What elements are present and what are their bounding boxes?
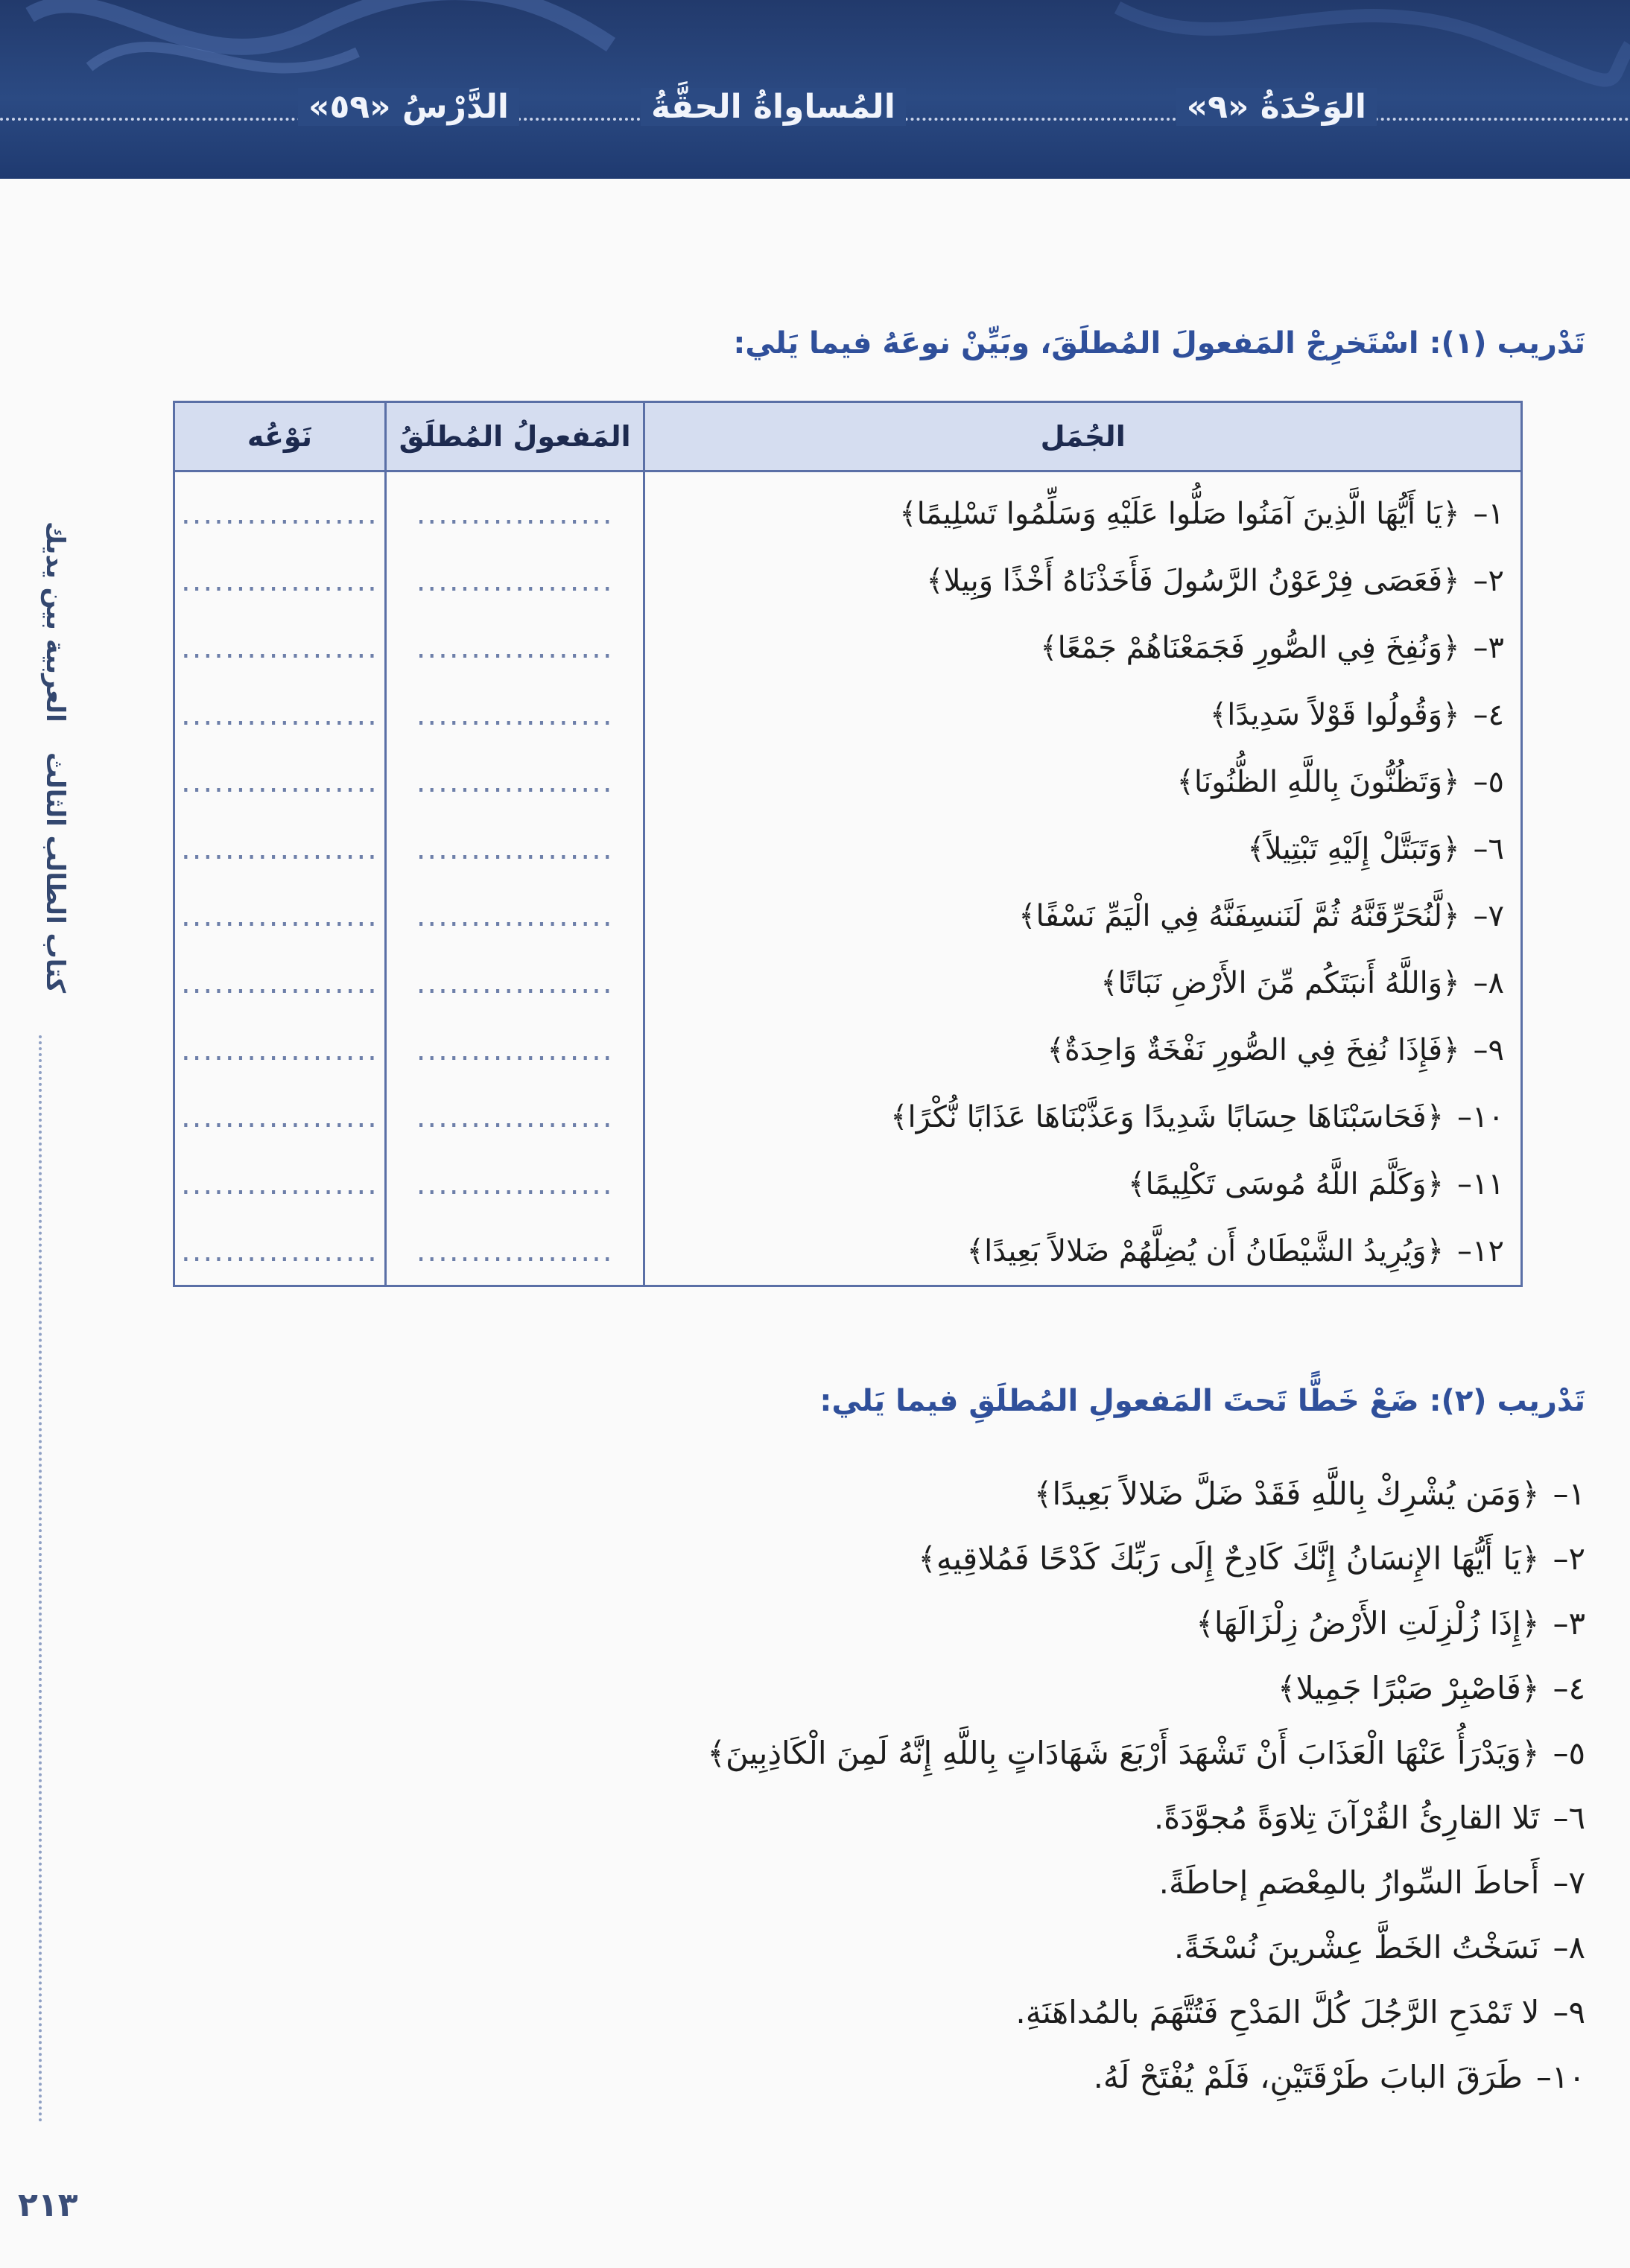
sentence-cell xyxy=(644,682,1522,749)
item-number: ٥– xyxy=(1473,765,1504,799)
item-text: ﴿وَمَن يُشْرِكْ بِاللَّهِ فَقَدْ ضَلَّ ضَلالاً بَعِيدًا﴾ xyxy=(1033,1476,1540,1512)
answer-object-blank[interactable]: .................. xyxy=(385,614,644,682)
exercise2-label: تَدْريب (٢): xyxy=(1429,1384,1585,1418)
sentence-cell xyxy=(644,816,1522,883)
exercise2-heading xyxy=(819,1384,1585,1418)
sentence-cell xyxy=(644,1017,1522,1084)
table-row xyxy=(174,1218,1522,1286)
sentence-text: ﴿فَعَصَى فِرْعَوْنُ الرَّسُولَ فَأَخَذْنَاهُ أَخْذًا وَبِيلا﴾ xyxy=(926,564,1460,598)
answer-type-blank[interactable]: .................. xyxy=(174,749,386,816)
sentence-text: ﴿وَاللَّهُ أَنبَتَكُم مِّنَ الأَرْضِ نَبَاتًا﴾ xyxy=(1100,966,1460,1000)
item-number: ١٠– xyxy=(1535,2059,1585,2095)
answer-type-blank[interactable]: .................. xyxy=(174,1084,386,1151)
item-number: ٧– xyxy=(1473,899,1504,933)
item-number: ٩– xyxy=(1473,1033,1504,1067)
answer-object-blank[interactable]: .................. xyxy=(385,1218,644,1286)
exercise1-heading xyxy=(733,326,1585,360)
answer-type-blank[interactable]: .................. xyxy=(174,1151,386,1218)
answer-type-blank[interactable]: .................. xyxy=(174,471,386,548)
item-number: ٨– xyxy=(1553,1929,1585,1966)
item-text: لا تَمْدَحِ الرَّجُلَ كُلَّ المَدْحِ فَتُتَّهَمَ بالمُداهَنَةِ. xyxy=(1015,1994,1540,2030)
answer-object-blank[interactable]: .................. xyxy=(385,547,644,614)
sentence-cell xyxy=(644,1151,1522,1218)
sentence-cell xyxy=(644,749,1522,816)
table-row xyxy=(174,547,1522,614)
list-item[interactable] xyxy=(200,1461,1585,1526)
answer-type-blank[interactable]: .................. xyxy=(174,950,386,1017)
table-row xyxy=(174,749,1522,816)
item-text: ﴿يَا أَيُّهَا الإِنسَانُ إِنَّكَ كَادِحٌ إِلَى رَبِّكَ كَدْحًا فَمُلاقِيهِ﴾ xyxy=(918,1540,1540,1577)
sentence-cell xyxy=(644,471,1522,548)
item-text: تَلا القارِئُ القُرْآنَ تِلاوَةً مُجوَّدَةً. xyxy=(1153,1800,1540,1836)
header-sentences: الجُمَل xyxy=(644,402,1522,471)
answer-object-blank[interactable]: .................. xyxy=(385,1017,644,1084)
exercise1-instruction: اسْتَخرِجْ المَفعولَ المُطلَقَ، وبَيِّنْ نوعَهُ فيما يَلي: xyxy=(733,326,1419,360)
answer-type-blank[interactable]: .................. xyxy=(174,1218,386,1286)
table-row xyxy=(174,1084,1522,1151)
exercise2-instruction: ضَعْ خَطًّا تَحتَ المَفعولِ المُطلَقِ فيما يَلي: xyxy=(819,1384,1419,1418)
item-number: ١– xyxy=(1553,1476,1585,1512)
table-header-row xyxy=(174,402,1522,471)
list-item[interactable] xyxy=(200,1785,1585,1850)
page-header xyxy=(0,0,1630,179)
item-number: ٧– xyxy=(1553,1864,1585,1901)
sentence-text: ﴿وَتَبَتَّلْ إِلَيْهِ تَبْتِيلاً﴾ xyxy=(1247,832,1460,866)
answer-object-blank[interactable]: .................. xyxy=(385,1151,644,1218)
answer-type-blank[interactable]: .................. xyxy=(174,547,386,614)
lesson-title: الدَّرْسُ «٥٩» xyxy=(298,88,519,126)
table-row xyxy=(174,950,1522,1017)
sentence-text: ﴿وَيُرِيدُ الشَّيْطَانُ أَن يُضِلَّهُمْ ضَلالاً بَعِيدًا﴾ xyxy=(966,1234,1445,1268)
item-number: ١– xyxy=(1473,497,1504,531)
answer-object-blank[interactable]: .................. xyxy=(385,682,644,749)
item-number: ٥– xyxy=(1553,1735,1585,1771)
item-number: ١٠– xyxy=(1457,1100,1504,1134)
item-number: ٦– xyxy=(1473,832,1504,866)
sentence-cell xyxy=(644,614,1522,682)
item-text: ﴿وَيَدْرَأُ عَنْهَا الْعَذَابَ أَنْ تَشْهَدَ أَرْبَعَ شَهَادَاتٍ بِاللَّهِ إِنَّهُ لَمِنَ الْكَاذِبِينَ﴾ xyxy=(707,1735,1540,1771)
sentence-text: ﴿فَحَاسَبْنَاهَا حِسَابًا شَدِيدًا وَعَذَّبْنَاهَا عَذَابًا نُّكْرًا﴾ xyxy=(890,1100,1445,1134)
sentence-cell xyxy=(644,1218,1522,1286)
list-item[interactable] xyxy=(200,2045,1585,2109)
header-absolute-object: المَفعولُ المُطلَقُ xyxy=(385,402,644,471)
list-item[interactable] xyxy=(200,1915,1585,1980)
sentence-text: ﴿وَنُفِخَ فِي الصُّورِ فَجَمَعْنَاهُمْ جَمْعًا﴾ xyxy=(1040,631,1460,665)
series-title: العربية بين يديك xyxy=(40,521,70,722)
table-row xyxy=(174,816,1522,883)
item-text: طَرَقَ البابَ طَرْقَتَيْنِ، فَلَمْ يُفْتَحْ لَهُ. xyxy=(1093,2059,1523,2095)
answer-type-blank[interactable]: .................. xyxy=(174,816,386,883)
exercise1-table xyxy=(173,401,1523,1287)
item-text: أَحاطَ السِّوارُ بالمِعْصَمِ إحاطَةً. xyxy=(1158,1864,1540,1901)
sentence-text: ﴿لَّنُحَرِّقَنَّهُ ثُمَّ لَنَنسِفَنَّهُ فِي الْيَمِّ نَسْفًا﴾ xyxy=(1018,899,1460,933)
table-row xyxy=(174,682,1522,749)
list-item[interactable] xyxy=(200,1980,1585,2045)
table-row xyxy=(174,471,1522,548)
table-row xyxy=(174,883,1522,950)
table-row xyxy=(174,614,1522,682)
unit-title: الوَحْدَةُ «٩» xyxy=(1176,88,1377,126)
answer-object-blank[interactable]: .................. xyxy=(385,471,644,548)
topic-title: المُساواةُ الحقَّةُ xyxy=(641,88,906,126)
item-text: ﴿إِذَا زُلْزِلَتِ الأَرْضُ زِلْزَالَهَا﴾ xyxy=(1196,1605,1540,1642)
sentence-text: ﴿وَقُولُوا قَوْلاً سَدِيدًا﴾ xyxy=(1209,698,1460,732)
item-number: ٩– xyxy=(1553,1994,1585,2030)
sentence-cell xyxy=(644,950,1522,1017)
answer-object-blank[interactable]: .................. xyxy=(385,816,644,883)
item-number: ١٢– xyxy=(1457,1234,1504,1268)
item-number: ٦– xyxy=(1553,1800,1585,1836)
item-number: ٢– xyxy=(1553,1540,1585,1577)
item-number: ١١– xyxy=(1457,1167,1504,1201)
answer-type-blank[interactable]: .................. xyxy=(174,614,386,682)
exercise2-list xyxy=(200,1461,1585,2109)
exercise1-label: تَدْريب (١): xyxy=(1429,326,1585,360)
sentence-cell xyxy=(644,547,1522,614)
answer-object-blank[interactable]: .................. xyxy=(385,1084,644,1151)
list-item[interactable] xyxy=(200,1656,1585,1721)
sentence-text: ﴿وَكَلَّمَ اللَّهُ مُوسَى تَكْلِيمًا﴾ xyxy=(1128,1167,1445,1201)
table-row xyxy=(174,1151,1522,1218)
page-number: ٢١٣ xyxy=(18,2186,78,2224)
sentence-text: ﴿فَإِذَا نُفِخَ فِي الصُّورِ نَفْخَةٌ وَاحِدَةٌ﴾ xyxy=(1047,1033,1460,1067)
item-text: ﴿فَاصْبِرْ صَبْرًا جَمِيلا﴾ xyxy=(1277,1670,1540,1706)
item-text: نَسَخْتُ الخَطَّ عِشْرينَ نُسْخَةً. xyxy=(1173,1929,1540,1966)
sentence-text: ﴿وَتَظُنُّونَ بِاللَّهِ الظُّنُونَا﴾ xyxy=(1176,765,1460,799)
item-number: ٤– xyxy=(1553,1670,1585,1706)
list-item[interactable] xyxy=(200,1850,1585,1915)
item-number: ٣– xyxy=(1473,631,1504,665)
answer-type-blank[interactable]: .................. xyxy=(174,682,386,749)
list-item[interactable] xyxy=(200,1591,1585,1656)
sentence-cell xyxy=(644,1084,1522,1151)
book-title: كتاب الطالب الثالث xyxy=(40,752,70,994)
sentence-cell xyxy=(644,883,1522,950)
answer-object-blank[interactable]: .................. xyxy=(385,749,644,816)
item-number: ٢– xyxy=(1473,564,1504,598)
sentence-text: ﴿يَا أَيُّهَا الَّذِينَ آمَنُوا صَلُّوا عَلَيْهِ وَسَلِّمُوا تَسْلِيمًا﴾ xyxy=(899,497,1460,531)
answer-object-blank[interactable]: .................. xyxy=(385,950,644,1017)
side-dotted-line xyxy=(39,1035,42,2123)
list-item[interactable] xyxy=(200,1526,1585,1591)
item-number: ٤– xyxy=(1473,698,1504,732)
answer-object-blank[interactable]: .................. xyxy=(385,883,644,950)
header-type: نَوْعُه xyxy=(174,402,386,471)
item-number: ٣– xyxy=(1553,1605,1585,1642)
list-item[interactable] xyxy=(200,1721,1585,1785)
answer-type-blank[interactable]: .................. xyxy=(174,1017,386,1084)
answer-type-blank[interactable]: .................. xyxy=(174,883,386,950)
item-number: ٨– xyxy=(1473,966,1504,1000)
table-row xyxy=(174,1017,1522,1084)
